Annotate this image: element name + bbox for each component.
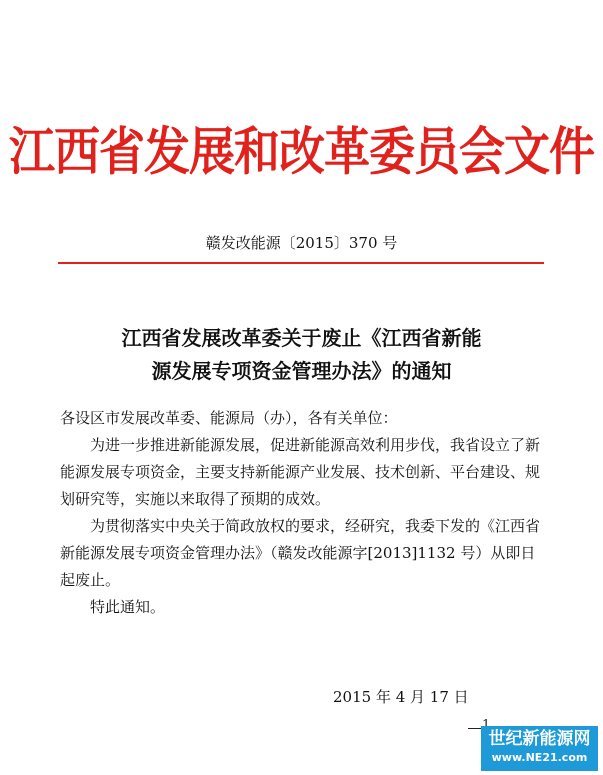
- issue-date: 2015 年 4 月 17 日: [333, 688, 469, 706]
- site-watermark: [481, 726, 598, 771]
- notice-title-line-1: 江西省发展改革委关于废止《江西省新能: [121, 326, 482, 350]
- document-header-title: 江西省发展和改革委员会文件: [9, 121, 594, 182]
- red-divider-line: [58, 262, 544, 264]
- notice-body: [60, 405, 550, 621]
- addressee: 各设区市发展改革委、能源局（办），各有关单位：: [60, 409, 398, 427]
- body-paragraph-1: 为进一步推进新能源发展，促进新能源高效利用步伐，我省设立了新能源发展专项资金，主要支持新能源产业发展、技术创新、平台建设、规划研究等，实施以来取得了预期的成效。: [60, 436, 541, 508]
- watermark-url: www.NE21.com: [491, 751, 588, 764]
- closing-text: 特此通知。: [90, 598, 166, 616]
- document-number: 赣发改能源〔2015〕370 号: [205, 234, 398, 252]
- body-paragraph-2: 为贯彻落实中央关于简政放权的要求，经研究，我委下发的《江西省新能源发展专项资金管理办法》（赣发改能源字[2013]1132 号）从即日起废止。: [60, 517, 541, 589]
- watermark-name: 世纪新能源网: [488, 729, 591, 749]
- notice-title: [0, 322, 603, 388]
- notice-title-line-2: 源发展专项资金管理办法》的通知: [151, 359, 452, 383]
